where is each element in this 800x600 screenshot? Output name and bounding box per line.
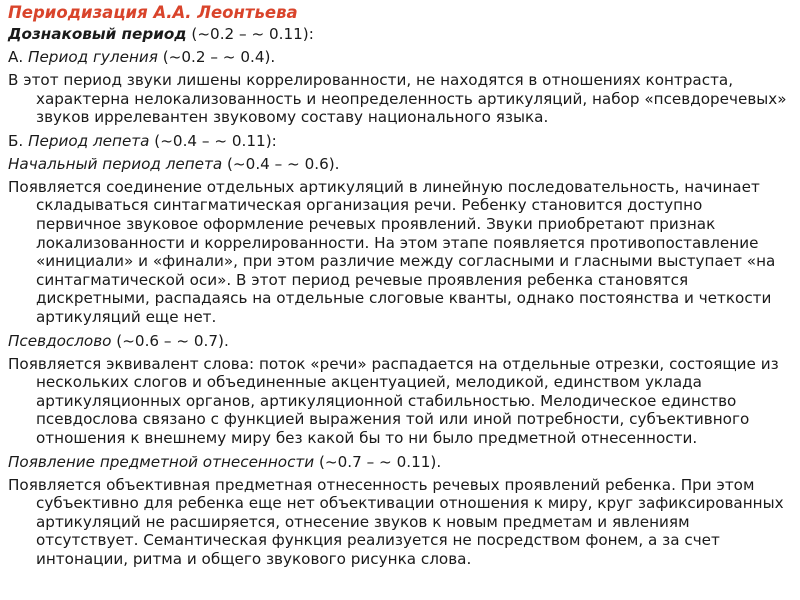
heading-range: (~0.2 – ~ 0.11):	[186, 25, 314, 43]
paragraph-pseudoword: Появляется эквивалент слова: поток «речи» распадается на отдельные отрезки, состоящие из нескольких слогов и объединенные акцентуацией, мелодикой, единством уклада артикуляционных органов, артикуляционной стабильностью. Мелодическое единство псевдослова связано с функцией выражения той или иной потребности, субъективного отношения к внешнему миру без какой бы то ни было предметной отнесенности.	[8, 354, 779, 447]
heading-emphasis: Псевдослово	[8, 331, 112, 350]
heading-range: (~0.2 – ~ 0.4).	[157, 48, 276, 66]
heading-range: (~0.7 – ~ 0.11).	[314, 452, 442, 471]
period-heading-object-reference	[8, 453, 791, 472]
heading-emphasis: Период гуления	[28, 48, 158, 66]
period-heading-babble	[8, 132, 791, 151]
paragraph-cooing: В этот период звуки лишены коррелированности, не находятся в отношениях контраста, характерна нелокализованность и неопределенность артикуляций, набор «псевдоречевых» звуков иррелевантен звуковому составу национального языка.	[8, 71, 787, 127]
heading-range: (~0.4 – ~ 0.6).	[222, 154, 340, 173]
heading-prefix: А.	[8, 48, 29, 66]
period-heading-initial-babble	[8, 155, 791, 174]
period-heading-pseudoword	[8, 332, 791, 351]
heading-emphasis: Дознаковый период	[8, 25, 187, 43]
heading-range: (~0.6 – ~ 0.7).	[111, 331, 229, 350]
period-heading-cooing	[8, 48, 791, 67]
heading-emphasis: Начальный период лепета	[8, 154, 223, 173]
page-title: Периодизация А.А. Леонтьева	[8, 3, 298, 22]
heading-prefix: Б.	[8, 131, 29, 150]
paragraph-object-reference: Появляется объективная предметная отнесенность речевых проявлений ребенка. При этом субъективно для ребенка еще нет объективации отношения к миру, круг зафиксированных артикуляций не расширяется, отнесение звуков к новым предметам и явлениям отсутствует. Семантическая функция реализуется не посредством фонем, а за счет интонации, ритма и общего звукового рисунка слова.	[8, 475, 784, 568]
period-heading-presign	[8, 25, 791, 44]
heading-emphasis: Появление предметной отнесенности	[8, 452, 315, 471]
heading-emphasis: Период лепета	[28, 131, 150, 150]
heading-range: (~0.4 – ~ 0.11):	[149, 131, 277, 150]
paragraph-initial-babble: Появляется соединение отдельных артикуляций в линейную последовательность, начинает складываться синтагматическая организация речи. Ребенку становится доступно первичное звуковое оформление речевых проявлений. Звуки приобретают признак локализованности и коррелированности. На этом этапе появляется противопоставление «инициали» и «финали», при этом различие между согласными и гласными выступает «на синтагматической оси». В этот период речевые проявления ребенка становятся дискретными, распадаясь на отдельные слоговые кванты, однако постоянства и четкости артикуляций еще нет.	[8, 177, 776, 326]
